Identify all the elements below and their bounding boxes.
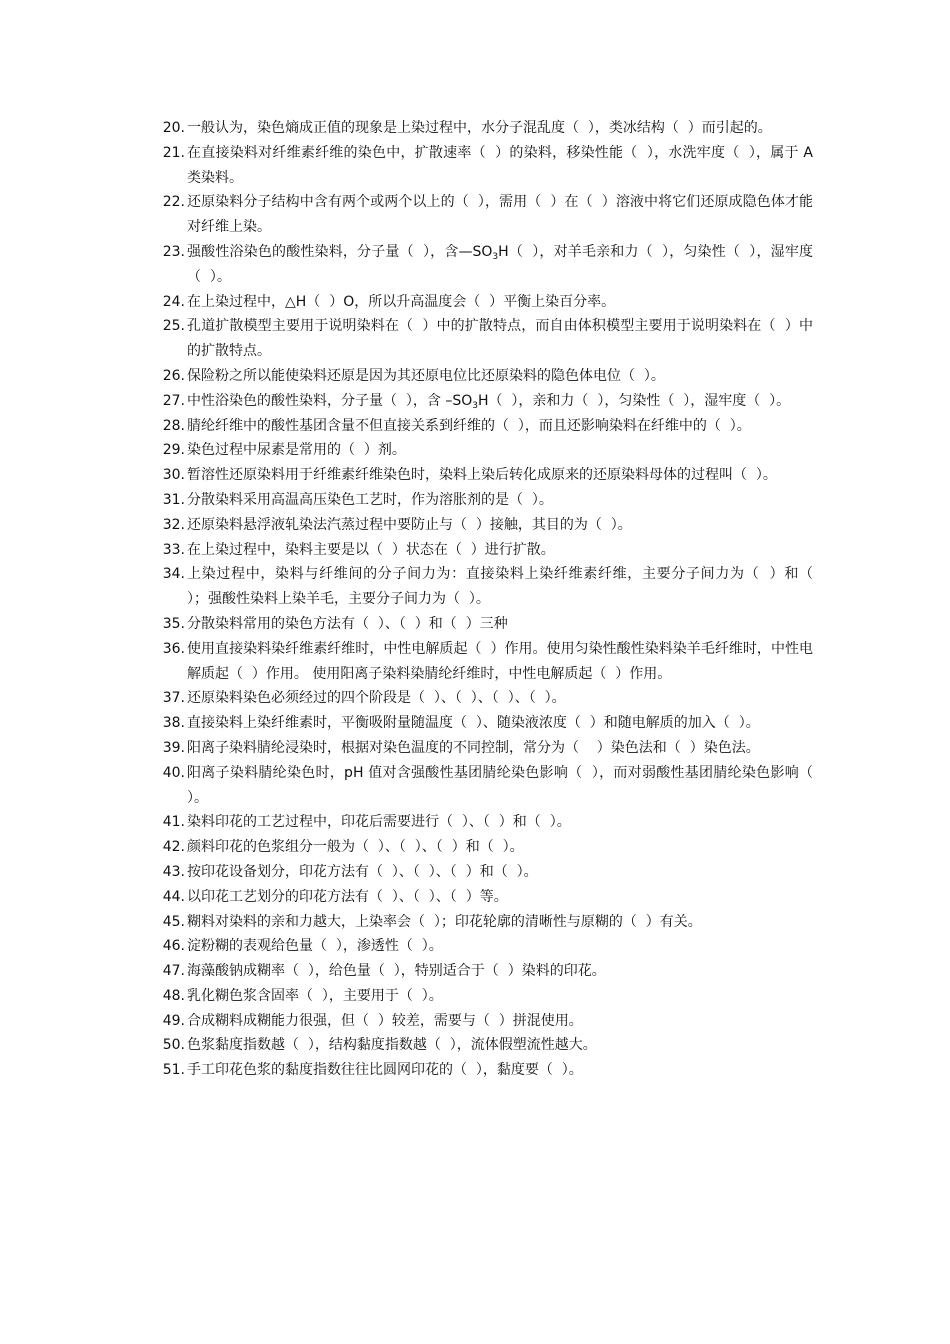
question-item (153, 190, 813, 240)
question-text: 淀粉糊的表观给色量（ ），渗透性（ ）。 (187, 938, 443, 955)
question-number: 41. (162, 814, 185, 831)
question-number: 34. (162, 566, 185, 583)
question-item (153, 389, 813, 414)
question-text: 使用直接染料染纤维素纤维时，中性电解质起（ ）作用。使用匀染性酸性染料染羊毛纤维时，中性电解质起（ ）作用。 使用阳离子染料染腈纶纤维时，中性电解质起（ ）作用。 (187, 640, 813, 682)
question-number: 40. (162, 764, 185, 781)
question-text (187, 389, 813, 414)
question-item (153, 637, 813, 687)
question-item (153, 290, 813, 315)
question-text: 在上染过程中，染料主要是以（ ）状态在（ ）进行扩散。 (187, 541, 555, 558)
question-number: 28. (162, 417, 185, 434)
question-text: 还原染料染色必须经过的四个阶段是（ ）、（ ）、（ ）、（ ）。 (187, 690, 566, 707)
question-number: 37. (162, 690, 185, 707)
question-text: 腈纶纤维中的酸性基团含量不但直接关系到纤维的（ ），而且还影响染料在纤维中的（ ）。 (187, 417, 751, 434)
question-item (153, 885, 813, 910)
question-number: 36. (162, 640, 185, 657)
question-text: 糊料对染料的亲和力越大，上染率会（ ）；印花轮廓的清晰性与原糊的（ ）有关。 (187, 913, 702, 930)
question-number: 39. (162, 739, 185, 756)
question-text: 还原染料悬浮液轧染法汽蒸过程中要防止与（ ）接触，其目的为（ ）。 (187, 516, 632, 533)
question-number: 24. (162, 293, 185, 310)
question-text: 在直接染料对纤维素纤维的染色中，扩散速率（ ）的染料，移染性能（ ），水洗牢度（ ），属于 A 类染料。 (187, 144, 818, 186)
question-item (153, 364, 813, 389)
question-text: 保险粉之所以能使染料还原是因为其还原电位比还原染料的隐色体电位（ ）。 (187, 367, 665, 384)
subscript: 3 (472, 400, 478, 411)
question-text: 手工印花色浆的黏度指数往往比圆网印花的（ ），黏度要（ ）。 (187, 1062, 583, 1079)
question-item (153, 488, 813, 513)
question-item (153, 414, 813, 439)
question-number: 29. (162, 442, 185, 459)
question-text: 直接染料上染纤维素时，平衡吸附量随温度（ ）、随染液浓度（ ）和随电解质的加入（ ）。 (187, 715, 760, 732)
question-text: 按印花设备划分，印花方法有（ ）、（ ）、（ ）和（ ）。 (187, 863, 538, 880)
question-text-part: 中性浴染色的酸性染料，分子量（ ），含 –SO (187, 392, 473, 409)
question-item (153, 761, 822, 811)
question-number: 51. (162, 1062, 185, 1079)
question-item (153, 538, 813, 563)
question-item (153, 141, 818, 191)
question-number: 31. (162, 491, 185, 508)
question-item (153, 934, 813, 959)
question-text: 还原染料分子结构中含有两个或两个以上的（ ），需用（ ）在（ ）溶液中将它们还原成隐色体才能对纤维上染。 (187, 194, 813, 236)
question-item (153, 810, 813, 835)
question-item (153, 984, 813, 1009)
question-item (153, 612, 813, 637)
question-number: 50. (162, 1037, 185, 1054)
question-text: 以印花工艺划分的印花方法有（ ）、（ ）、（ ）等。 (187, 888, 508, 905)
question-item (153, 562, 822, 612)
question-item (153, 711, 813, 736)
question-text: 阳离子染料腈纶浸染时，根据对染色温度的不同控制，常分为（ ）染色法和（ ）染色法。 (187, 739, 760, 756)
question-number: 35. (162, 615, 185, 632)
question-text: 孔道扩散模型主要用于说明染料在（ ）中的扩散特点，而自由体积模型主要用于说明染料在（ ）中的扩散特点。 (187, 318, 813, 360)
question-number: 45. (162, 913, 185, 930)
question-item (153, 686, 813, 711)
question-number: 44. (162, 888, 185, 905)
question-number: 47. (162, 963, 185, 980)
question-number: 26. (162, 367, 185, 384)
question-text: 暂溶性还原染料用于纤维素纤维染色时，染料上染后转化成原来的还原染料母体的过程叫（ ）。 (187, 467, 777, 484)
question-number: 42. (162, 839, 185, 856)
question-number: 27. (162, 392, 185, 409)
question-text: 分散染料采用高温高压染色工艺时，作为溶胀剂的是（ ）。 (187, 491, 553, 508)
question-item (153, 959, 813, 984)
question-item (153, 1033, 813, 1058)
subscript: 3 (492, 251, 499, 262)
question-item (153, 116, 813, 141)
question-text: 分散染料常用的染色方法有（ ）、（ ）和（ ）三种 (187, 615, 508, 632)
question-text: 颜料印花的色浆组分一般为（ ）、（ ）、（ ）和（ ）。 (187, 839, 524, 856)
question-number: 32. (162, 516, 185, 533)
question-number: 21. (162, 144, 185, 161)
question-text: 海藻酸钠成糊率（ ），给色量（ ），特别适合于（ ）染料的印花。 (187, 963, 606, 980)
question-number: 48. (162, 987, 185, 1004)
question-number: 49. (162, 1012, 185, 1029)
question-item (153, 463, 813, 488)
question-item (153, 860, 813, 885)
question-item (153, 1058, 813, 1083)
question-number: 43. (162, 863, 185, 880)
question-text: 一般认为，染色熵成正值的现象是上染过程中，水分子混乱度（ ），类冰结构（ ）而引起的。 (187, 120, 772, 136)
question-item (153, 1009, 813, 1034)
question-item (153, 240, 813, 290)
question-item (153, 835, 813, 860)
question-item (153, 513, 813, 538)
question-item (153, 438, 813, 463)
question-item (153, 314, 813, 364)
question-text: 乳化糊色浆含固率（ ），主要用于（ ）。 (187, 987, 443, 1004)
question-number: 23. (162, 243, 185, 260)
question-text-part: 强酸性浴染色的酸性染料，分子量（ ），含—SO (187, 243, 493, 260)
question-text: 染料印花的工艺过程中，印花后需要进行（ ）、（ ）和（ ）。 (187, 814, 571, 831)
question-text: 上染过程中，染料与纤维间的分子间力为：直接染料上染纤维素纤维，主要分子间力为（ ）和（ ）；强酸性染料上染羊毛，主要分子间力为（ ）。 (187, 566, 822, 608)
question-text (187, 240, 813, 290)
question-text: 在上染过程中，△H（ ）O，所以升高温度会（ ）平衡上染百分率。 (187, 293, 616, 310)
question-number: 38. (162, 715, 185, 732)
question-number: 33. (162, 541, 185, 558)
question-number: 25. (162, 318, 185, 335)
question-text: 色浆黏度指数越（ ），结构黏度指数越（ ），流体假塑流性越大。 (187, 1037, 597, 1054)
question-list (153, 116, 822, 1083)
question-item (153, 736, 813, 761)
question-text: 染色过程中尿素是常用的（ ）剂。 (187, 442, 406, 459)
question-item (153, 910, 813, 935)
question-number: 46. (162, 938, 185, 955)
question-number: 22. (162, 194, 185, 211)
question-number: 20. (162, 120, 185, 136)
question-text-part: H（ ），亲和力（ ），匀染性（ ），湿牢度（ ）。 (478, 392, 791, 409)
question-text: 阳离子染料腈纶染色时，pH 值对含强酸性基团腈纶染色影响（ ），而对弱酸性基团腈纶染色影响（ ）。 (187, 764, 822, 806)
question-text: 合成糊料成糊能力很强，但（ ）较差，需要与（ ）拼混使用。 (187, 1012, 583, 1029)
question-text-part: H（ ），对羊毛亲和力（ ），匀染性（ ），湿牢度（ ）。 (187, 243, 813, 285)
question-number: 30. (162, 467, 185, 484)
